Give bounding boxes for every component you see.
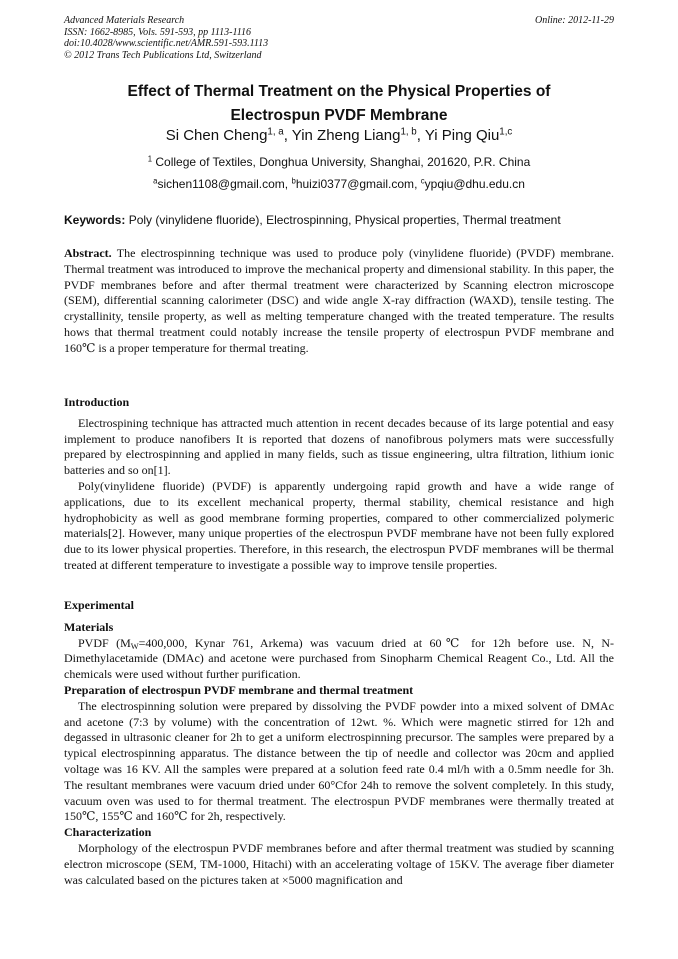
email-link[interactable]: ypqiu@dhu.edu.cn [424, 177, 525, 191]
copyright-line: © 2012 Trans Tech Publications Ltd, Switzerland [64, 49, 262, 61]
characterization-heading: Characterization [64, 825, 152, 840]
online-date: Online: 2012-11-29 [535, 15, 614, 26]
author-name: Yi Ping Qiu [424, 127, 500, 144]
preparation-paragraph: The electrospinning solution were prepared by dissolving the PVDF powder into a mixed solvent of DMAc and acetone (7:3 by volume) with the concentration of 12wt. %. Which were magnetic stirred for 12h and degassed in ultrasonic cleaner for 2h to get a uniform electrospinning precursor. The samples were prepared by a typical electrospinning apparatus. The distance between the tip of needle and collector was 20cm and applied voltage was 16 KV. All the samples were prepared at a solution feed rate 0.4 ml/h with a 0.5mm needle for 3h. The resultant membranes were vacuum dried under 60°Cfor 24h to remove the solvent completely. In this study, vacuum oven was used to for thermal treatment. The electrospun PVDF membranes were thermally treated at 150℃, 155℃ and 160℃ for 2h, respectively. [64, 698, 614, 824]
author-affil-sup: 1, b [400, 126, 417, 138]
keywords [64, 213, 638, 227]
materials-paragraph: PVDF ($M_W=400,000$, Kynar 761, Arkema) was vacuum dried at 60℃ for 12h before use. N, N-Dimethylacetamide (DMAc) and acetone were purchased from Sinopharm Chemical Reagent Co., Ltd. All the chemicals were used without further purification. [64, 635, 614, 682]
keywords-text: Poly (vinylidene fluoride), Electrospinning, Physical properties, Thermal treatment [125, 213, 561, 227]
email-list: $^a$sichen1108@gmail.com, $^b$huizi0377@gmail.com, $^c$ypqiu@dhu.edu.cn [153, 176, 525, 191]
author-affil-sup: 1, a [267, 126, 284, 138]
experimental-section [64, 598, 614, 888]
preparation-heading: Preparation of electrospun PVDF membrane and thermal treatment [64, 682, 414, 697]
introduction-section [64, 395, 614, 574]
experimental-heading: Experimental [64, 598, 134, 612]
author-affil-sup: 1,c [499, 126, 513, 138]
journal-header [64, 15, 614, 61]
email-link[interactable]: sichen1108@gmail.com [157, 177, 285, 191]
doi-line: doi:10.4028/www.scientific.net/AMR.591-593.1113 [64, 38, 269, 49]
author-name: Si Chen Cheng [165, 127, 268, 144]
abstract-label: Abstract. [64, 246, 112, 260]
journal-name: Advanced Materials Research [64, 15, 185, 26]
issn-line: ISSN: 1662-8985, Vols. 591-593, pp 1113-1116 [64, 26, 252, 38]
keywords-label: Keywords: [64, 213, 126, 227]
introduction-paragraph-2: Poly(vinylidene fluoride) (PVDF) is apparently undergoing rapid growth and have a wide range of applications, due to its excellent mechanical property, thermal stability, chemical resistance and high hydrophobicity as well as good membrane forming properties, compared to other commercialized polymeric materials[2]. However, many unique properties of the electrospun PVDF membrane have not been fully explored due to its lower physical properties. Therefore, in this research, the electrospun PVDF membranes will be thermal treated at different temperature to investigate a possible way to improve tensile properties. [64, 478, 614, 572]
abstract-text: The electrospinning technique was used to produce poly (vinylidene fluoride) (PVDF) membrane. Thermal treatment was introduced to improve the mechanical property and dimensional stability. In this paper, the PVDF membranes before and after thermal treatment were characterized by Scanning electron microscope (SEM), differential scanning calorimeter (DSC) and wide angle X-ray diffraction (WAXD), tensile testing. The crystallinity, tensile property, as well as melting temperature changed with the treated temperature. The results hows that thermal treatment could notably increase the tensile property of electrospun PVDF membrane and 160℃ is a proper temperature for thermal treating. [64, 246, 614, 355]
introduction-paragraph-1: Electrospining technique has attracted much attention in recent decades because of its large potential and easy implement to produce nanofibers It is reported that dozens of nanofibrous polymers mats were successfully prepared by electrospinning and applied in many fields, such as tissue engineering, ultra filtration, lithium ionic batteries and so on[1]. [64, 415, 614, 478]
characterization-paragraph: Morphology of the electrospun PVDF membranes before and after thermal treatment was studied by scanning electron microscope (SEM, TM-1000, Hitachi) with an accelerating voltage of 15KV. The average fiber diameter was calculated based on the pictures taken at ×5000 magnification and [64, 840, 614, 887]
paper-title [40, 80, 638, 128]
introduction-heading: Introduction [64, 395, 130, 409]
materials-heading: Materials [64, 619, 114, 634]
abstract [64, 246, 614, 357]
title-line-1: Effect of Thermal Treatment on the Physical Properties of [127, 83, 551, 100]
affiliation: $^1$ College of Textiles, Donghua University, Shanghai, 201620, P.R. China [147, 154, 531, 169]
author-name: Yin Zheng Liang [291, 127, 401, 144]
author-list: Si Chen Cheng$^{1, a}$, Yin Zheng Liang$^{1, b}$, Yi Ping Qiu$^{1,c}$ [165, 126, 513, 144]
email-link[interactable]: huizi0377@gmail.com [295, 177, 415, 191]
title-line-2: Electrospun PVDF Membrane [230, 107, 448, 124]
